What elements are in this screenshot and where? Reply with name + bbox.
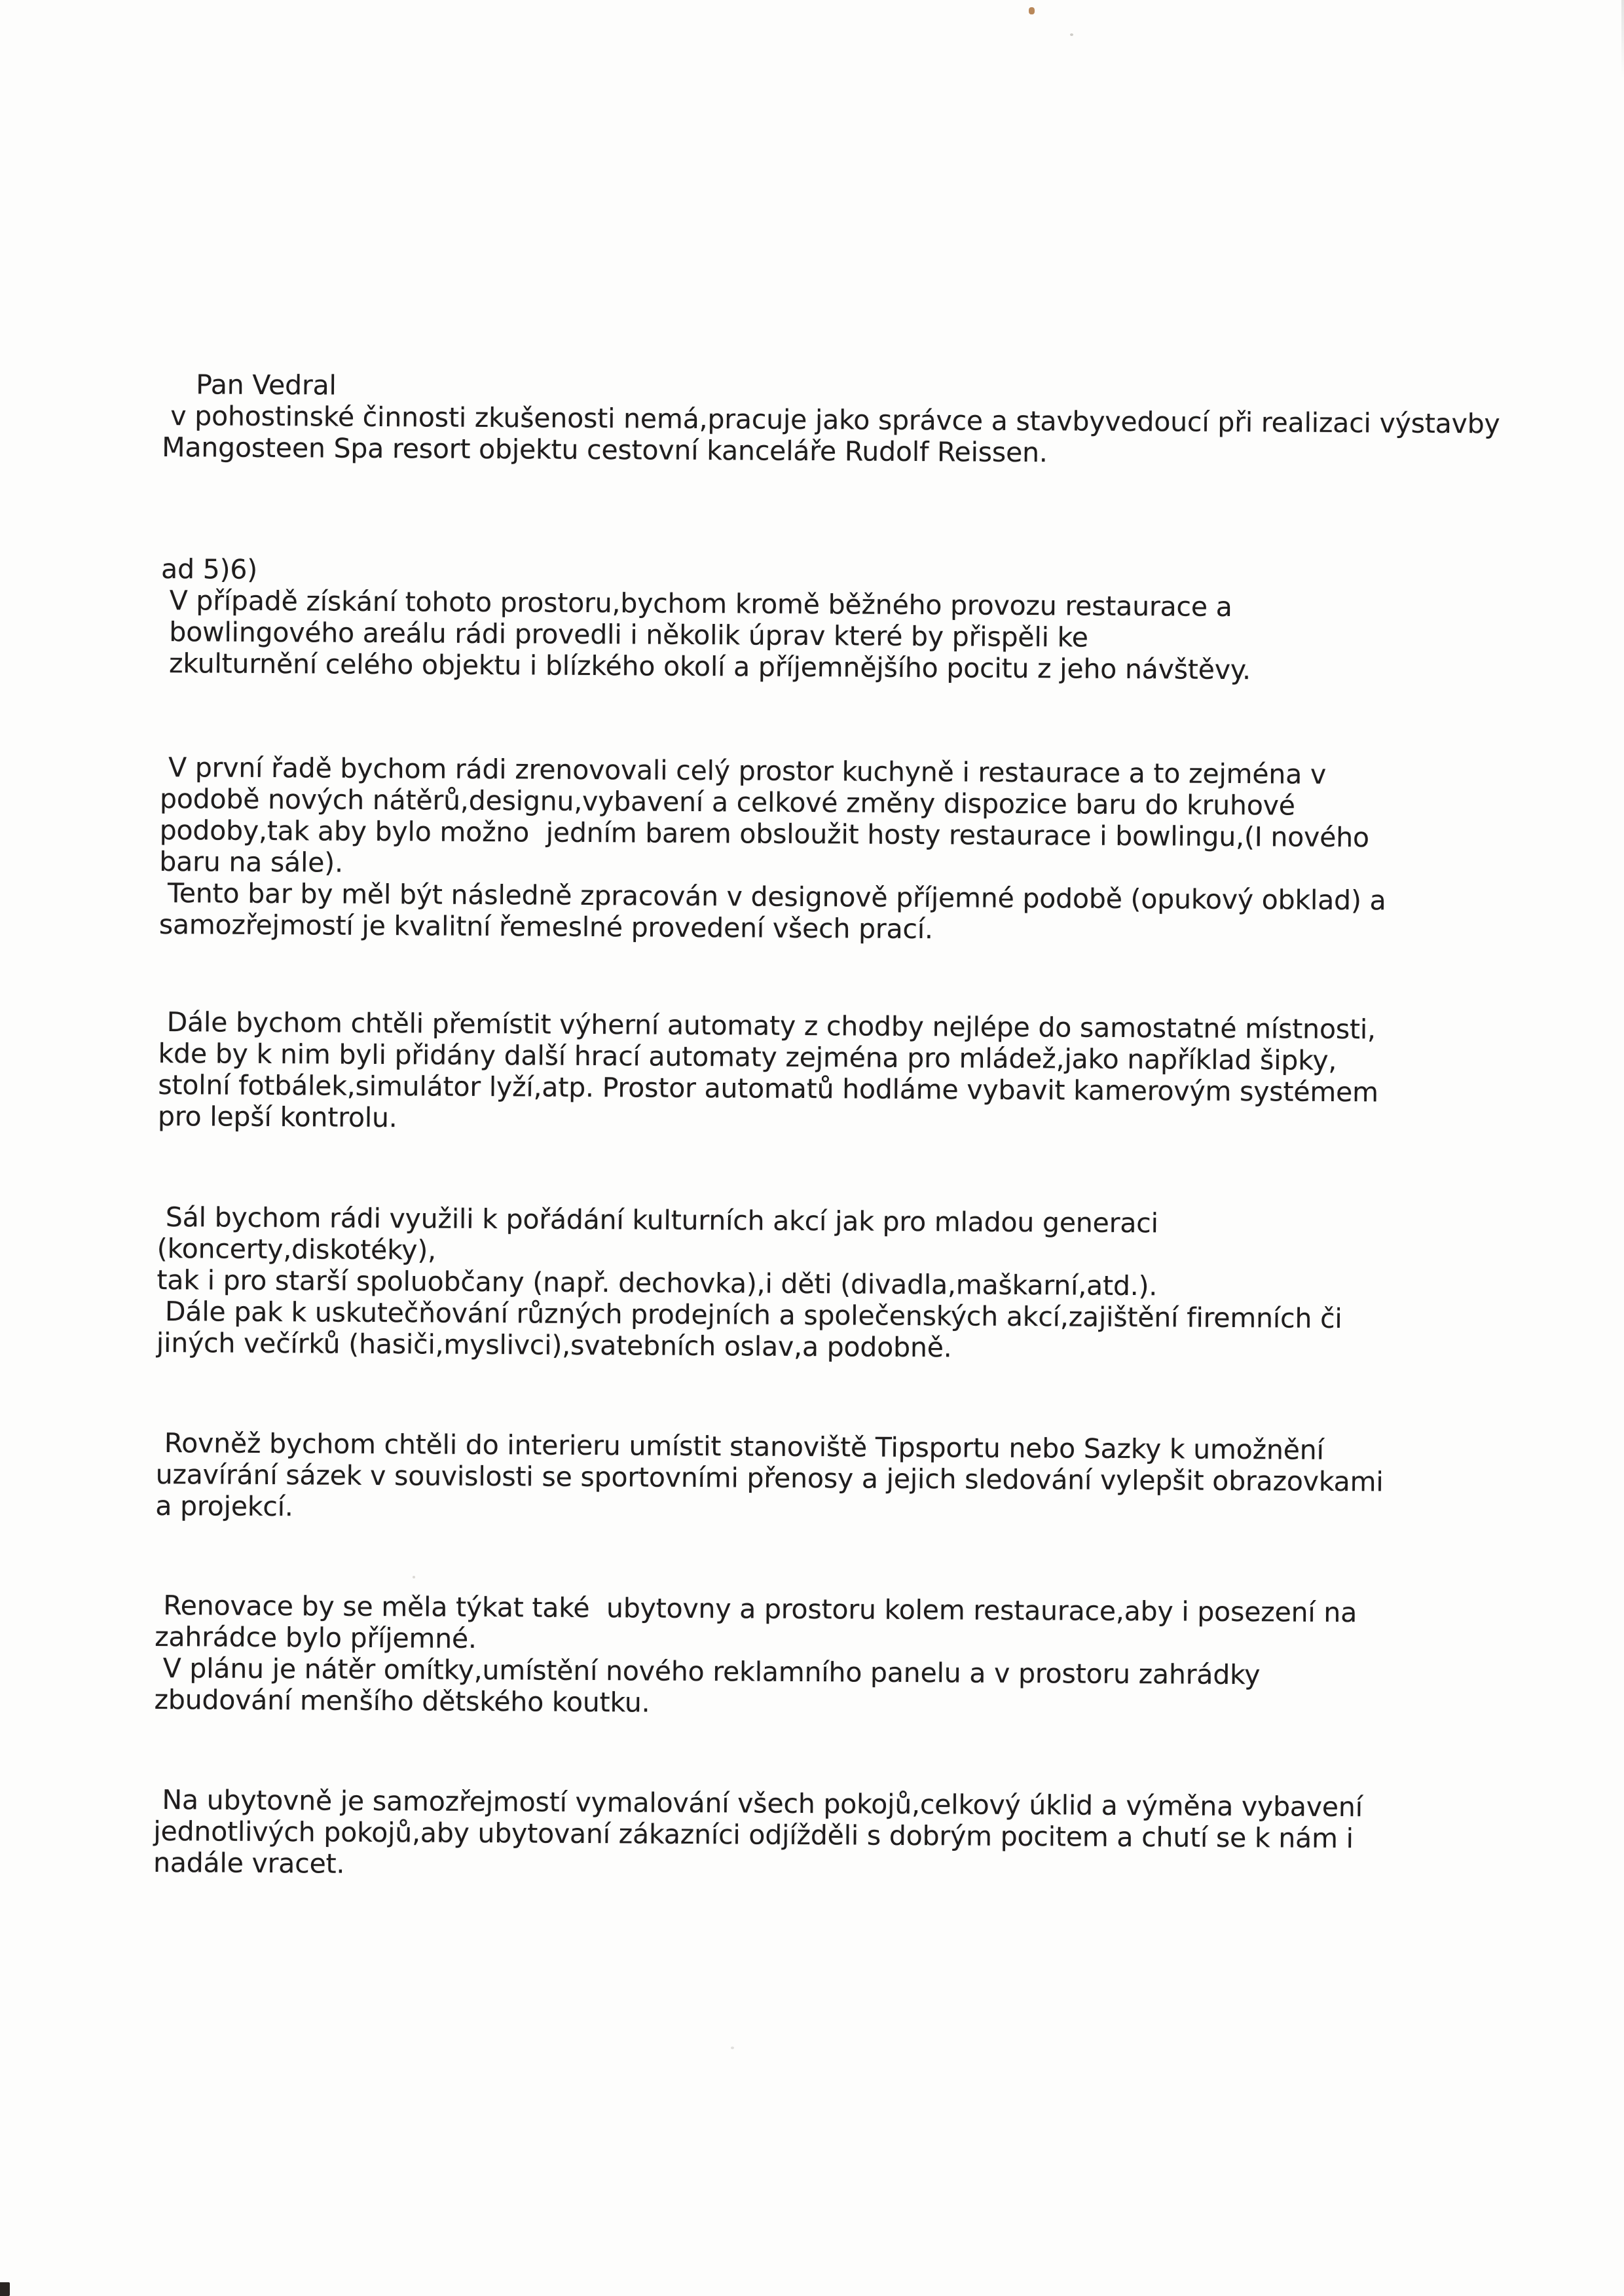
text-line: zbudování menšího dětského koutku. <box>154 1683 650 1719</box>
text-line: Tento bar by měl být následně zpracován v designově příjemné podobě (opukový obklad) a <box>158 877 1386 917</box>
text-line: Rovněž bychom chtěli do interieru umístit stanoviště Tipsportu nebo Sazky k umožnění <box>155 1427 1324 1466</box>
document-content <box>153 0 1500 1880</box>
text-line: uzavírání sázek v souvislosti se sportovními přenosy a jejich sledování vylepšit obrazovkami <box>155 1458 1384 1498</box>
paragraph-betting-stations <box>155 1427 1459 1529</box>
text-line: tak i pro starší spoluobčany (např. dechovka),i děti (divadla,maškarní,atd.). <box>157 1264 1158 1302</box>
text-line: v pohostinské činnosti zkušenosti nemá,pracuje jako správce a stavbyvedoucí při realizaci výstavby <box>162 399 1500 440</box>
text-line: baru na sále). <box>159 845 344 879</box>
text-line: (koncerty,diskotéky), <box>157 1232 437 1266</box>
text-line: jednotlivých pokojů,aby ubytovaní zákazníci odjížděli s dobrým pocitem a chutí se k nám i <box>153 1815 1354 1855</box>
text-line: Na ubytovně je samozřejmostí vymalování všech pokojů,celkový úklid a výměna vybavení <box>153 1783 1363 1823</box>
text-line: podobě nových nátěrů,designu,vybavení a celkové změny dispozice baru do kruhové <box>159 782 1295 822</box>
text-line: a projekcí. <box>155 1489 293 1523</box>
text-line: V první řadě bychom rádi zrenovovali celý prostor kuchyně i restaurace a to zejména v <box>160 751 1327 790</box>
text-line: Dále pak k uskutečňování různých prodejních a společenských akcí,zajištění firemních či <box>157 1295 1342 1335</box>
scan-speck-orange <box>1029 7 1035 14</box>
paragraph-ad-5-6 <box>160 553 1464 687</box>
text-line: bowlingového areálu rádi provedli i několik úprav které by přispěli ke <box>160 615 1088 653</box>
text-line: nadále vracet. <box>153 1846 345 1880</box>
paragraph-kitchen-bar-renovation <box>159 752 1464 948</box>
text-line: jiných večírků (hasiči,myslivci),svatebních oslav,a podobně. <box>156 1326 952 1364</box>
text-line: V plánu je nátěr omítky,umístění nového reklamního panelu a v prostoru zahrádky <box>154 1652 1261 1691</box>
paragraph-hostel-rooms <box>153 1784 1457 1886</box>
text-line: ad 5)6) <box>160 553 258 585</box>
text-line: V případě získání tohoto prostoru,bychom kromě běžného provozu restaurace a <box>160 584 1232 623</box>
text-line: Sál bychom rádi využili k pořádání kulturních akcí jak pro mladou generaci <box>157 1201 1158 1239</box>
paragraph-pan-vedral <box>162 368 1500 471</box>
scan-edge-shadow <box>1621 0 1624 79</box>
text-line: podoby,tak aby bylo možno jedním barem obsloužit hosty restaurace i bowlingu,(I nového <box>159 814 1370 854</box>
scan-corner-mark <box>0 2282 10 2296</box>
paragraph-hostel-garden-renovation <box>154 1590 1458 1723</box>
text-line: zkulturnění celého objektu i blízkého okolí a příjemnějšího pocitu z jeho návštěvy. <box>160 647 1251 686</box>
scan-speck <box>413 1576 415 1578</box>
text-line: kde by k nim byli přidány další hrací automaty zejména pro mládež,jako například šipky, <box>158 1037 1337 1076</box>
text-line: stolní fotbálek,simulátor lyží,atp. Prostor automatů hodláme vybavit kamerovým systémem <box>158 1068 1378 1108</box>
text-line: Mangosteen Spa resort objektu cestovní kanceláře Rudolf Reissen. <box>162 431 1048 469</box>
text-line: Dále bychom chtěli přemístit výherní automaty z chodby nejlépe do samostatné místnosti, <box>158 1006 1376 1046</box>
paragraph-gaming-machines <box>158 1006 1462 1140</box>
text-line: Renovace by se měla týkat také ubytovny a prostoru kolem restaurace,aby i posezení na <box>155 1589 1357 1629</box>
text-line: zahrádce bylo příjemné. <box>155 1620 477 1654</box>
text-line: samozřejmostí je kvalitní řemeslné provedení všech prací. <box>158 908 933 945</box>
paragraph-hall-cultural-events <box>157 1201 1460 1366</box>
text-line: Pan Vedral <box>162 368 337 401</box>
scan-speck <box>1070 33 1073 36</box>
text-line: pro lepší kontrolu. <box>157 1100 397 1134</box>
scan-speck <box>731 2047 734 2049</box>
